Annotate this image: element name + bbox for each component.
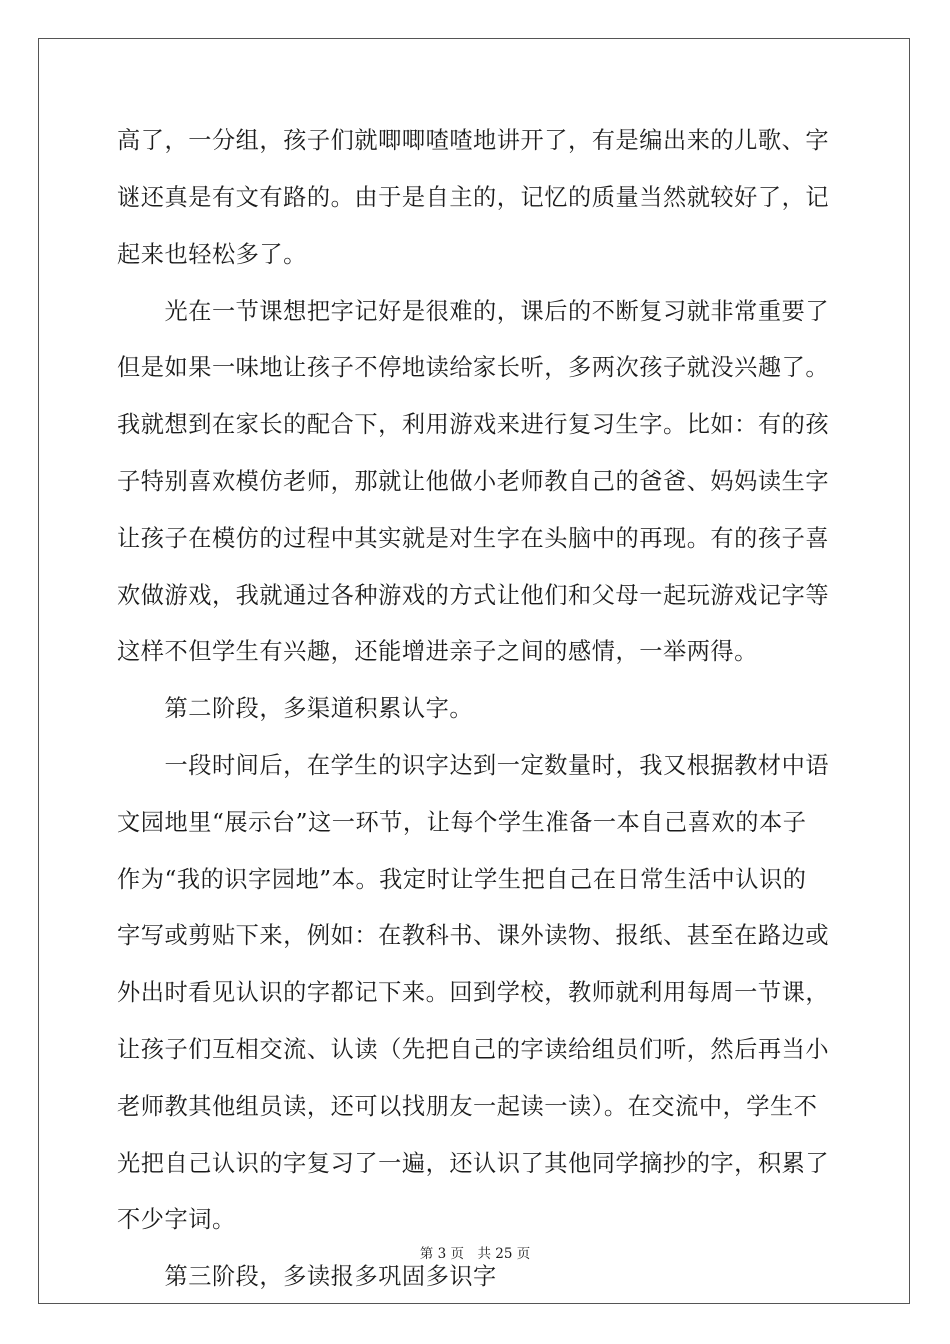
text-line: 让孩子在模仿的过程中其实就是对生字在头脑中的再现。有的孩子喜 — [117, 525, 830, 552]
section-heading: 第三阶段，多读报多巩固多识字 — [117, 1263, 497, 1290]
section-heading: 第二阶段，多渠道积累认字。 — [117, 695, 474, 722]
text-line: 一段时间后，在学生的识字达到一定数量时，我又根据教材中语 — [117, 752, 830, 779]
text-line: 光把自己认识的字复习了一遍，还认识了其他同学摘抄的字，积累了 — [117, 1150, 830, 1177]
text-line: 字写或剪贴下来，例如：在教科书、课外读物、报纸、甚至在路边或 — [117, 922, 830, 949]
text-line: 外出时看见认识的字都记下来。回到学校，教师就利用每周一节课， — [117, 979, 830, 1006]
text-line: 老师教其他组员读，还可以找朋友一起读一读）。在交流中，学生不 — [117, 1093, 818, 1120]
text-line: 作为“我的识字园地”本。我定时让学生把自己在日常生活中认识的 — [117, 866, 807, 893]
text-line: 光在一节课想把字记好是很难的，课后的不断复习就非常重要了 — [117, 298, 830, 325]
text-line: 不少字词。 — [117, 1206, 236, 1233]
text-line: 欢做游戏，我就通过各种游戏的方式让他们和父母一起玩游戏记字等 — [117, 582, 830, 609]
text-line: 但是如果一味地让孩子不停地读给家长听，多两次孩子就没兴趣了。 — [117, 354, 830, 381]
page-number: 第 3 页 共 25 页 — [419, 1246, 531, 1262]
text-line: 这样不但学生有兴趣，还能增进亲子之间的感情，一举两得。 — [117, 638, 758, 665]
text-line: 让孩子们互相交流、认读（先把自己的字读给组员们听，然后再当小 — [117, 1036, 830, 1063]
text-line: 起来也轻松多了。 — [117, 241, 307, 268]
text-line: 我就想到在家长的配合下，利用游戏来进行复习生字。比如：有的孩 — [117, 411, 830, 438]
text-line: 高了，一分组，孩子们就唧唧喳喳地讲开了，有是编出来的儿歌、字 — [117, 127, 830, 154]
text-line: 谜还真是有文有路的。由于是自主的，记忆的质量当然就较好了，记 — [117, 184, 830, 211]
text-line: 子特别喜欢模仿老师，那就让他做小老师教自己的爸爸、妈妈读生字 — [117, 468, 830, 495]
text-line: 文园地里“展示台”这一环节，让每个学生准备一本自己喜欢的本子 — [117, 809, 807, 836]
